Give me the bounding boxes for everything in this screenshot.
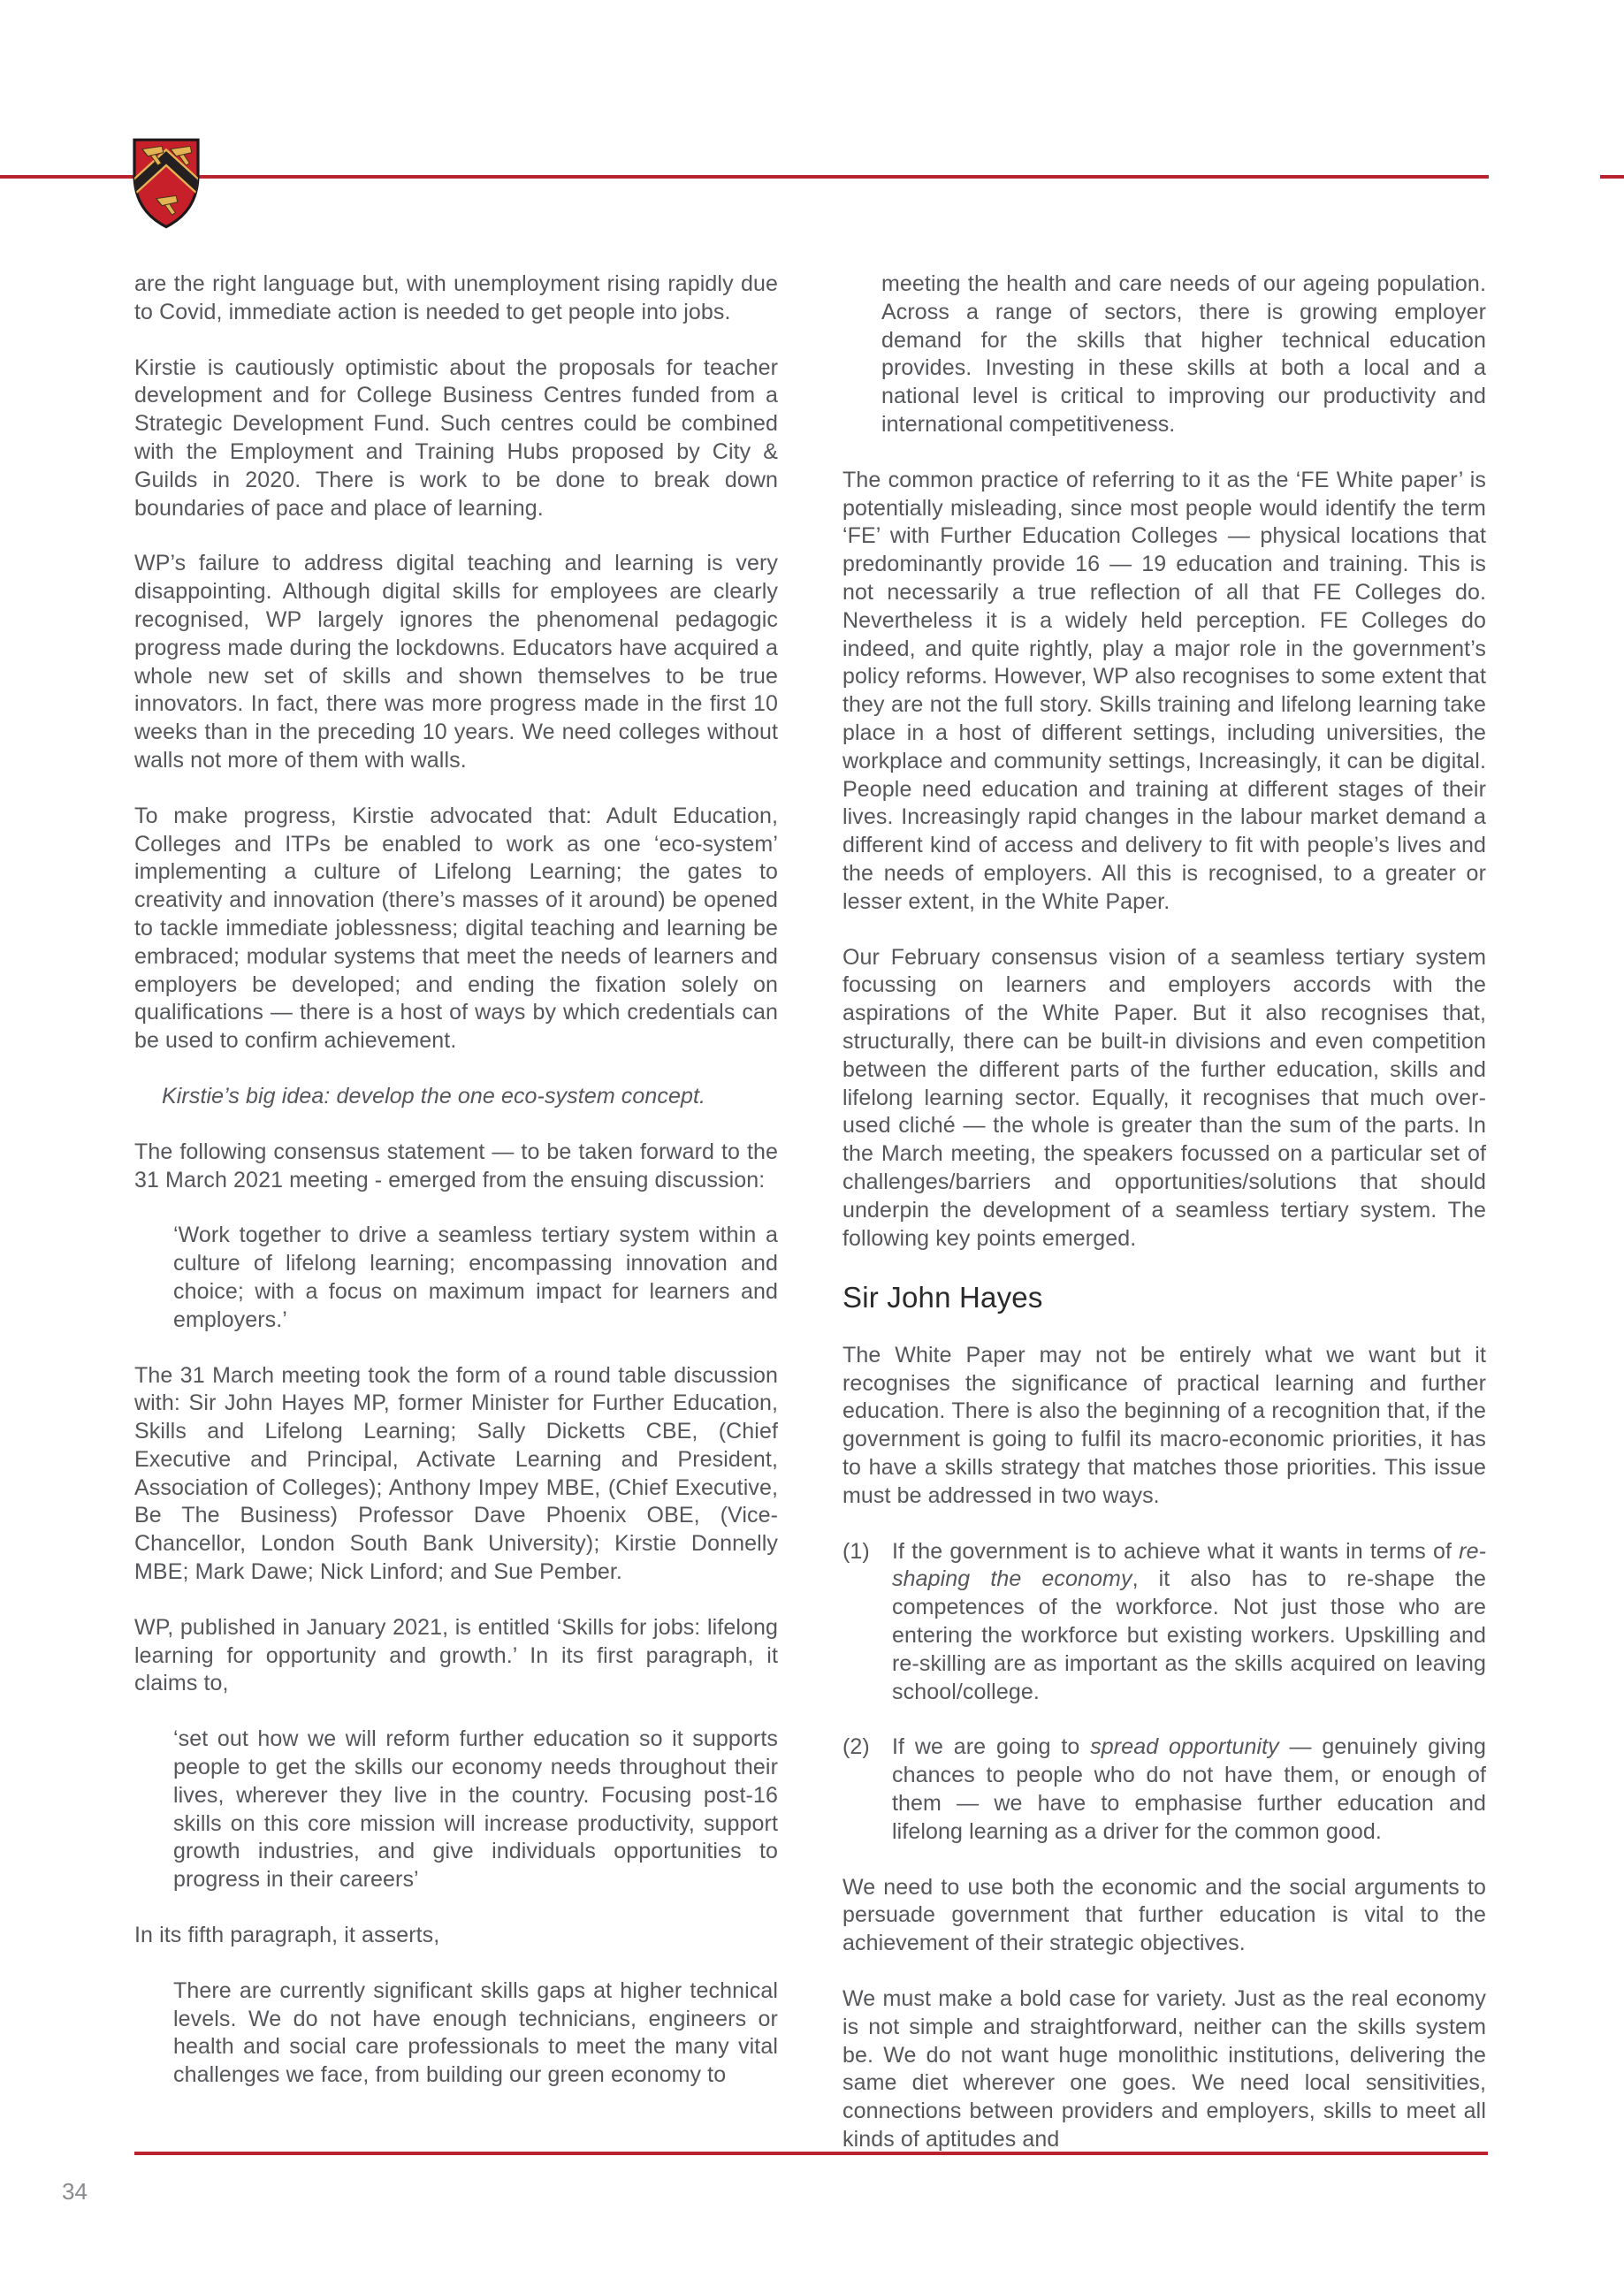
bottom-rule <box>134 2152 1488 2155</box>
paragraph-para: The following consensus statement — to be taken forward to the 31 March 2021 meeting - emerged from the ensuing discussion: <box>134 1139 778 1192</box>
text-column-left <box>134 270 778 2090</box>
paragraph-numbered: (2) If we are going to spread opportunity — genuinely giving chances to people who do not have them, or enough of them — we have to emphasise further education and lifelong learning as a driver for the common good. <box>842 1734 1486 1844</box>
paragraph-para: The common practice of referring to it as the ‘FE White paper’ is potentially misleading, since most people would identify the term ‘FE’ with Further Education Colleges — physical locations that predominantly provide 16 — 19 education and training. This is not necessarily a true reflection of all that FE Colleges do. Nevertheless it is a widely held perception. FE Colleges do indeed, and quite rightly, play a major role in the government’s policy reforms. However, WP also recognises to some extent that they are not the full story. Skills training and lifelong learning take place in a host of different settings, including universities, the workplace and community settings, Increasingly, it can be digital. People need education and training at different stages of their lives. Increasingly rapid changes in the labour market demand a different kind of access and delivery to fit with people’s lives and the needs of employers. All this is recognised, to a greater or lesser extent, in the White Paper. <box>842 467 1486 914</box>
page-number: 34 <box>62 2178 88 2205</box>
top-rule-right-segment <box>1600 175 1624 179</box>
top-rule <box>0 175 1489 179</box>
paragraph-para: We must make a bold case for variety. Just as the real economy is not simple and straightforward, neither can the skills system be. We do not want huge monolithic institutions, delivering the same diet wherever one goes. We need local sensitivities, connections between providers and employers, skills to meet all kinds of aptitudes and <box>842 1986 1486 2152</box>
paragraph-para: WP, published in January 2021, is entitled ‘Skills for jobs: lifelong learning for opportunity and growth.’ In its first paragraph, it claims to, <box>134 1614 778 1696</box>
college-crest-icon <box>131 134 202 232</box>
paragraph-para: are the right language but, with unemployment rising rapidly due to Covid, immediate action is needed to get people into jobs. <box>134 271 778 324</box>
paragraph-numbered: (1) If the government is to achieve what it wants in terms of re-shaping the economy, it also has to re-shape the competences of the workforce. Not just those who are entering the workforce but existing workers. Upskilling and re-skilling are as important as the skills acquired on leaving school/college. <box>842 1538 1487 1704</box>
text-column-right <box>842 270 1486 2154</box>
paragraph-para: In its fifth paragraph, it asserts, <box>134 1923 440 1948</box>
paragraph-para: The White Paper may not be entirely what we want but it recognises the significance of practical learning and further education. There is also the beginning of a recognition that, if the government is going to fulfil its macro-economic priorities, it has to have a skills strategy that matches those priorities. This issue must be addressed in two ways. <box>842 1342 1486 1508</box>
paragraph-para: Kirstie is cautiously optimistic about the proposals for teacher development and for College Business Centres funded from a Strategic Development Fund. Such centres could be combined with the Employment and Training Hubs proposed by City & Guilds in 2020. There is work to be done to break down boundaries of pace and place of learning. <box>134 354 778 521</box>
paragraph-quote: meeting the health and care needs of our ageing population. Across a range of sectors, there is growing employer demand for the skills that higher technical education provides. Investing in these skills at both a local and a national level is critical to improving our productivity and international competitiveness. <box>881 271 1486 437</box>
paragraph-para: The 31 March meeting took the form of a round table discussion with: Sir John Hayes MP, former Minister for Further Education, Skills and Lifelong Learning; Sally Dicketts CBE, (Chief Executive and Principal, Activate Learning and President, Association of Colleges); Anthony Impey MBE, (Chief Executive, Be The Business) Professor Dave Phoenix OBE, (Vice-Chancellor, London South Bank University); Kirstie Donnelly MBE; Mark Dawe; Nick Linford; and Sue Pember. <box>134 1362 778 1585</box>
paragraph-para: We need to use both the economic and the social arguments to persuade government that further education is vital to the achievement of their strategic objectives. <box>842 1874 1486 1956</box>
paragraph-italic_line: Kirstie’s big idea: develop the one eco-system concept. <box>162 1083 706 1109</box>
paragraph-para: To make progress, Kirstie advocated that: Adult Education, Colleges and ITPs be enabled to work as one ‘eco-system’ implementing a culture of Lifelong Learning; the gates to creativity and innovation (there’s masses of it around) be opened to tackle immediate joblessness; digital teaching and learning be embraced; modular systems that meet the needs of learners and employers be developed; and ending the fixation solely on qualifications — there is a host of ways by which credentials can be used to confirm achievement. <box>134 803 778 1054</box>
paragraph-quote: ‘set out how we will reform further education so it supports people to get the skills our economy needs throughout their lives, wherever they live in the country. Focusing post-16 skills on this core mission will increase productivity, support growth industries, and give individuals opportunities to progress in their careers’ <box>173 1726 778 1893</box>
list-item-marker: (2) <box>842 1734 870 1760</box>
list-item-marker: (1) <box>842 1538 870 1564</box>
paragraph-quote: ‘Work together to drive a seamless tertiary system within a culture of lifelong learning; encompassing innovation and choice; with a focus on maximum impact for learners and employers.’ <box>173 1223 778 1332</box>
paragraph-para: Our February consensus vision of a seamless tertiary system focussing on learners and employers accords with the aspirations of the White Paper. But it also recognises that, structurally, there can be built-in divisions and even competition between the different parts of the further education, skills and lifelong learning sector. Equally, it recognises that much over-used cliché — the whole is greater than the sum of the parts. In the March meeting, the speakers focussed on a particular set of challenges/barriers and opportunities/solutions that should underpin the development of a seamless tertiary system. The following key points emerged. <box>842 944 1486 1251</box>
paragraph-para: WP’s failure to address digital teaching and learning is very disappointing. Although digital skills for employees are clearly recognised, WP largely ignores the phenomenal pedagogic progress made during the lockdowns. Educators have acquired a whole new set of skills and shown themselves to be true innovators. In fact, there was more progress made in the first 10 weeks than in the preceding 10 years. We need colleges without walls not more of them with walls. <box>134 551 778 773</box>
paragraph-quote: There are currently significant skills gaps at higher technical levels. We do not have enough technicians, engineers or health and social care professionals to meet the many vital challenges we face, from building our green economy to <box>173 1977 778 2088</box>
section-heading: Sir John Hayes <box>842 1281 1043 1314</box>
